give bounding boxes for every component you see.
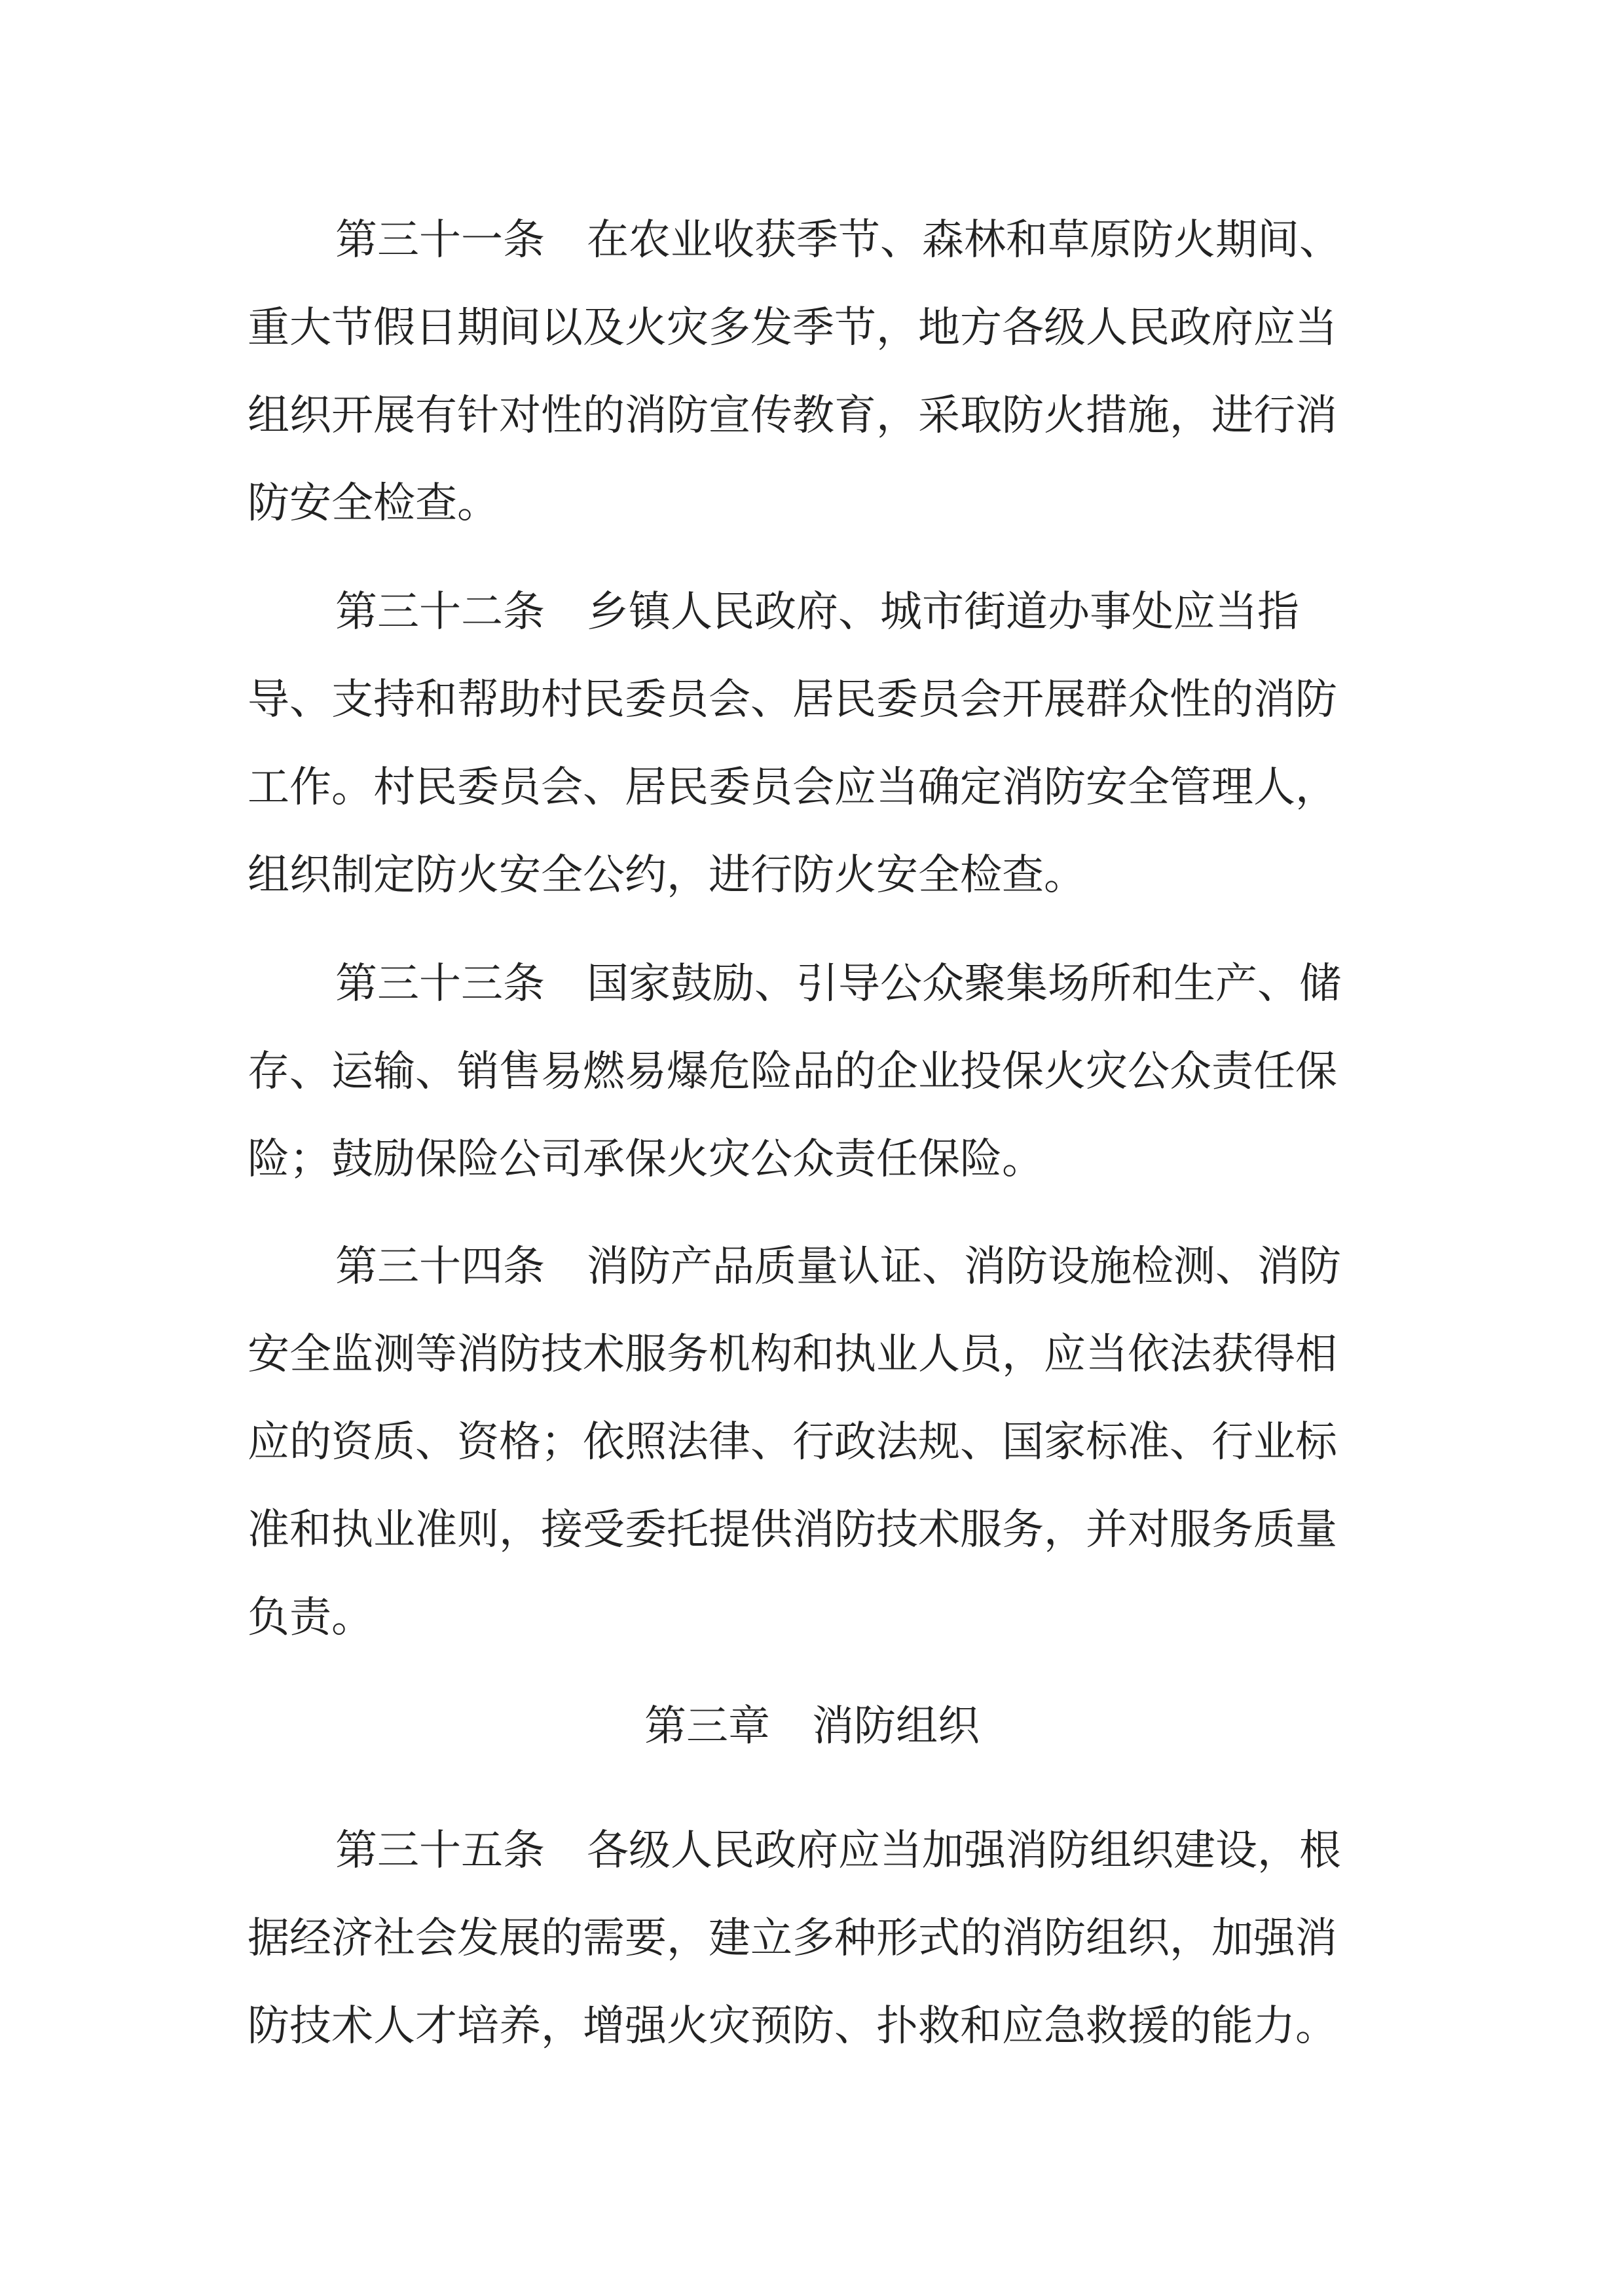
article-33-line-2: 存、运输、销售易燃易爆危险品的企业投保火灾公众责任保 (248, 1048, 1337, 1096)
article-31-line-4: 防安全检查。 (248, 479, 499, 528)
article-34-label: 第三十四条 (335, 1243, 545, 1291)
article-33-label: 第三十三条 (335, 960, 545, 1008)
article-34-line-3: 应的资质、资格；依照法律、行政法规、国家标准、行业标 (248, 1418, 1337, 1467)
article-34-line-5: 负责。 (248, 1594, 373, 1642)
article-33-line-1: 第三十三条 国家鼓励、引导公众聚集场所和生产、储 (335, 960, 1341, 1008)
article-35-line-1: 第三十五条 各级人民政府应当加强消防组织建设，根 (335, 1827, 1341, 1875)
article-33-line-3: 险；鼓励保险公司承保火灾公众责任保险。 (248, 1135, 1044, 1184)
chapter-number: 第三章 (644, 1702, 770, 1751)
article-31-label: 第三十一条 (335, 216, 545, 264)
article-32-label: 第三十二条 (335, 588, 545, 636)
article-35-line-2: 据经济社会发展的需要，建立多种形式的消防组织，加强消 (248, 1914, 1337, 1963)
article-35-line-3: 防技术人才培养，增强火灾预防、扑救和应急救援的能力。 (248, 2002, 1337, 2050)
article-35-label: 第三十五条 (335, 1827, 545, 1875)
article-34-line-2: 安全监测等消防技术服务机构和执业人员，应当依法获得相 (248, 1330, 1337, 1379)
article-32-line-2: 导、支持和帮助村民委员会、居民委员会开展群众性的消防 (248, 676, 1337, 724)
article-32-line-3: 工作。村民委员会、居民委员会应当确定消防安全管理人， (248, 763, 1337, 812)
article-31-line-1: 第三十一条 在农业收获季节、森林和草原防火期间、 (335, 216, 1341, 264)
article-32-line-4: 组织制定防火安全公约，进行防火安全检查。 (248, 851, 1086, 900)
article-34-line-4: 准和执业准则，接受委托提供消防技术服务，并对服务质量 (248, 1506, 1337, 1554)
chapter-title: 消防组织 (812, 1702, 980, 1751)
article-31-line-2: 重大节假日期间以及火灾多发季节，地方各级人民政府应当 (248, 304, 1337, 352)
article-32-line-1: 第三十二条 乡镇人民政府、城市街道办事处应当指 (335, 588, 1299, 636)
article-31-line-3: 组织开展有针对性的消防宣传教育，采取防火措施，进行消 (248, 392, 1337, 440)
chapter-heading (0, 1697, 1624, 1756)
article-34-line-1: 第三十四条 消防产品质量认证、消防设施检测、消防 (335, 1243, 1341, 1291)
